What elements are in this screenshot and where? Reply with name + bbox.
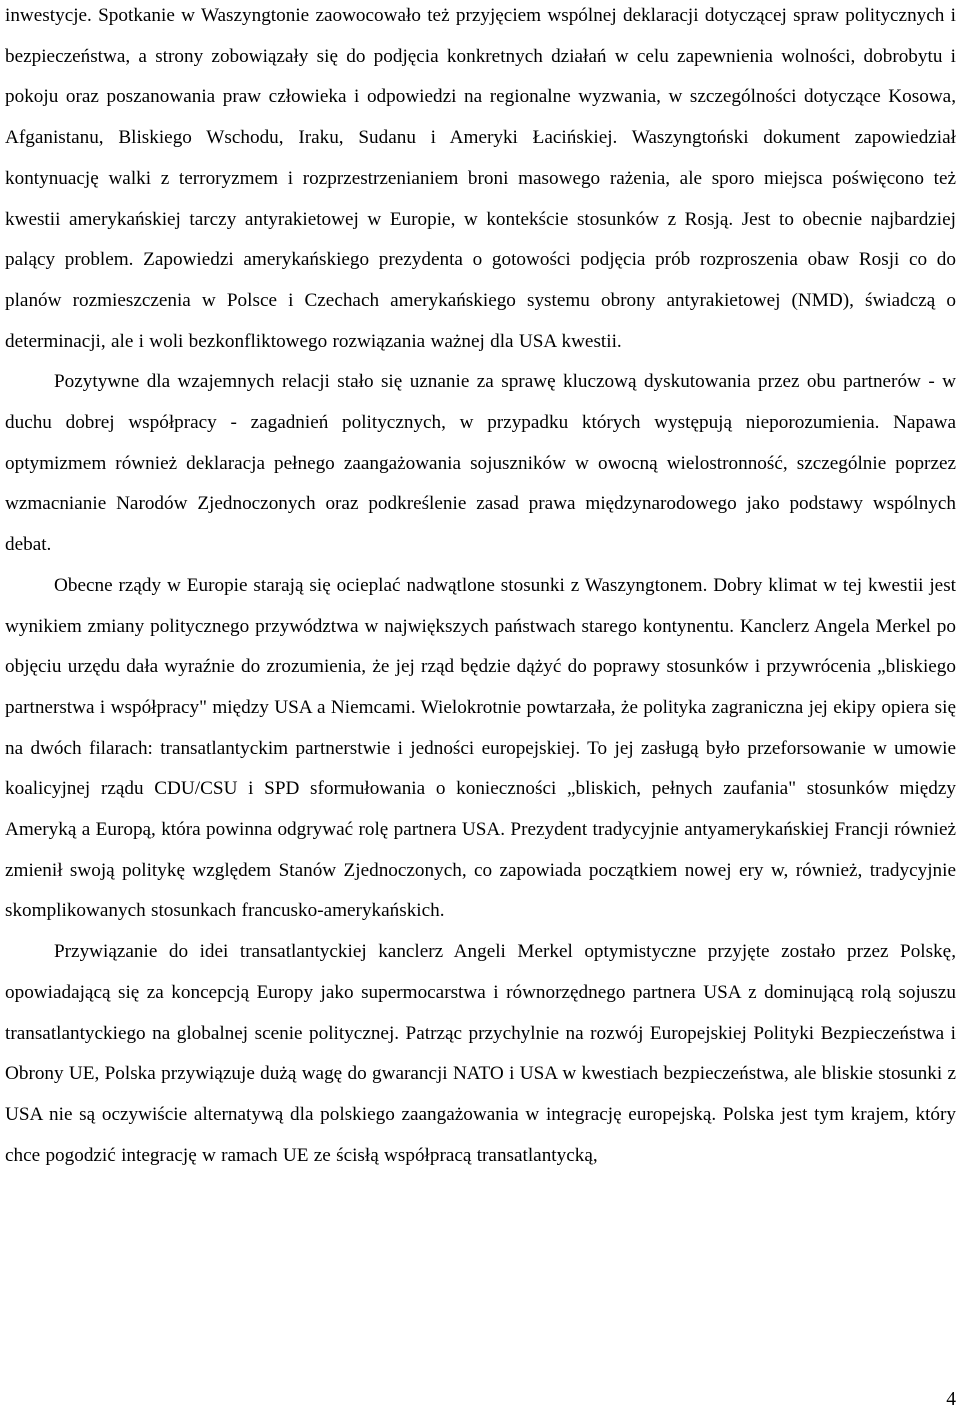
paragraph-1: inwestycje. Spotkanie w Waszyngtonie zaowocowało też przyjęciem wspólnej deklaracji dotyczącej spraw politycznych i bezpieczeństwa, a strony zobowiązały się do podjęcia konkretnych działań w celu zapewnienia wolności, dobrobytu i pokoju oraz poszanowania praw człowieka i odpowiedzi na regionalne wyzwania, w szczególności dotyczące Kosowa, Afganistanu, Bliskiego Wschodu, Iraku, Sudanu i Ameryki Łacińskiej. Waszyngtoński dokument zapowiedział kontynuację walki z terroryzmem i rozprzestrzenianiem broni masowego rażenia, ale sporo miejsca poświęcono też kwestii amerykańskiej tarczy antyrakietowej w Europie, w kontekście stosunków z Rosją. Jest to obecnie najbardziej palący problem. Zapowiedzi amerykańskiego prezydenta o gotowości podjęcia prób rozproszenia obaw Rosji co do planów rozmieszczenia w Polsce i Czechach amerykańskiego systemu obrony antyrakietowej (NMD), świadczą o determinacji, ale i woli bezkonfliktowego rozwiązania ważnej dla USA kwestii. <box>5 5 956 352</box>
paragraph-4: Przywiązanie do idei transatlantyckiej kanclerz Angeli Merkel optymistyczne przyjęte zostało przez Polskę, opowiadającą się za koncepcją Europy jako supermocarstwa i równorzędnego partnera USA z dominującą rolą sojuszu transatlantyckiego na globalnej scenie politycznej. Patrząc przychylnie na rozwój Europejskiej Polityki Bezpieczeństwa i Obrony UE, Polska przywiązuje dużą wagę do gwarancji NATO i USA w kwestiach bezpieczeństwa, ale bliskie stosunki z USA nie są oczywiście alternatywą dla polskiego zaangażowania w integrację europejską. Polska jest tym krajem, który chce pogodzić integrację w ramach UE ze ścisłą współpracą transatlantycką, <box>5 941 956 1166</box>
document-body <box>5 0 956 1176</box>
paragraph-2: Pozytywne dla wzajemnych relacji stało się uznanie za sprawę kluczową dyskutowania przez obu partnerów - w duchu dobrej współpracy - zagadnień politycznych, w przypadku których występują nieporozumienia. Napawa optymizmem również deklaracja pełnego zaangażowania sojuszników w owocną wielostronność, szczególnie poprzez wzmacnianie Narodów Zjednoczonych oraz podkreślenie zasad prawa międzynarodowego jako podstawy wspólnych debat. <box>5 371 956 556</box>
page-number: 4 <box>946 1389 956 1410</box>
paragraph-3: Obecne rządy w Europie starają się ocieplać nadwątlone stosunki z Waszyngtonem. Dobry klimat w tej kwestii jest wynikiem zmiany politycznego przywództwa w największych państwach starego kontynentu. Kanclerz Angela Merkel po objęciu urzędu dała wyraźnie do zrozumienia, że jej rząd będzie dążyć do poprawy stosunków i przywrócenia „bliskiego partnerstwa i współpracy" między USA a Niemcami. Wielokrotnie powtarzała, że polityka zagraniczna jej ekipy opiera się na dwóch filarach: transatlantyckim partnerstwie i jedności europejskiej. To jej zasługą było przeforsowanie w umowie koalicyjnej rządu CDU/CSU i SPD sformułowania o konieczności „bliskich, pełnych zaufania" stosunków między Ameryką a Europą, która powinna odgrywać rolę partnera USA. Prezydent tradycyjnie antyamerykańskiej Francji również zmienił swoją politykę względem Stanów Zjednoczonych, co zapowiada początkiem nowej ery w, również, tradycyjnie skomplikowanych stosunkach francusko-amerykańskich. <box>5 574 956 922</box>
